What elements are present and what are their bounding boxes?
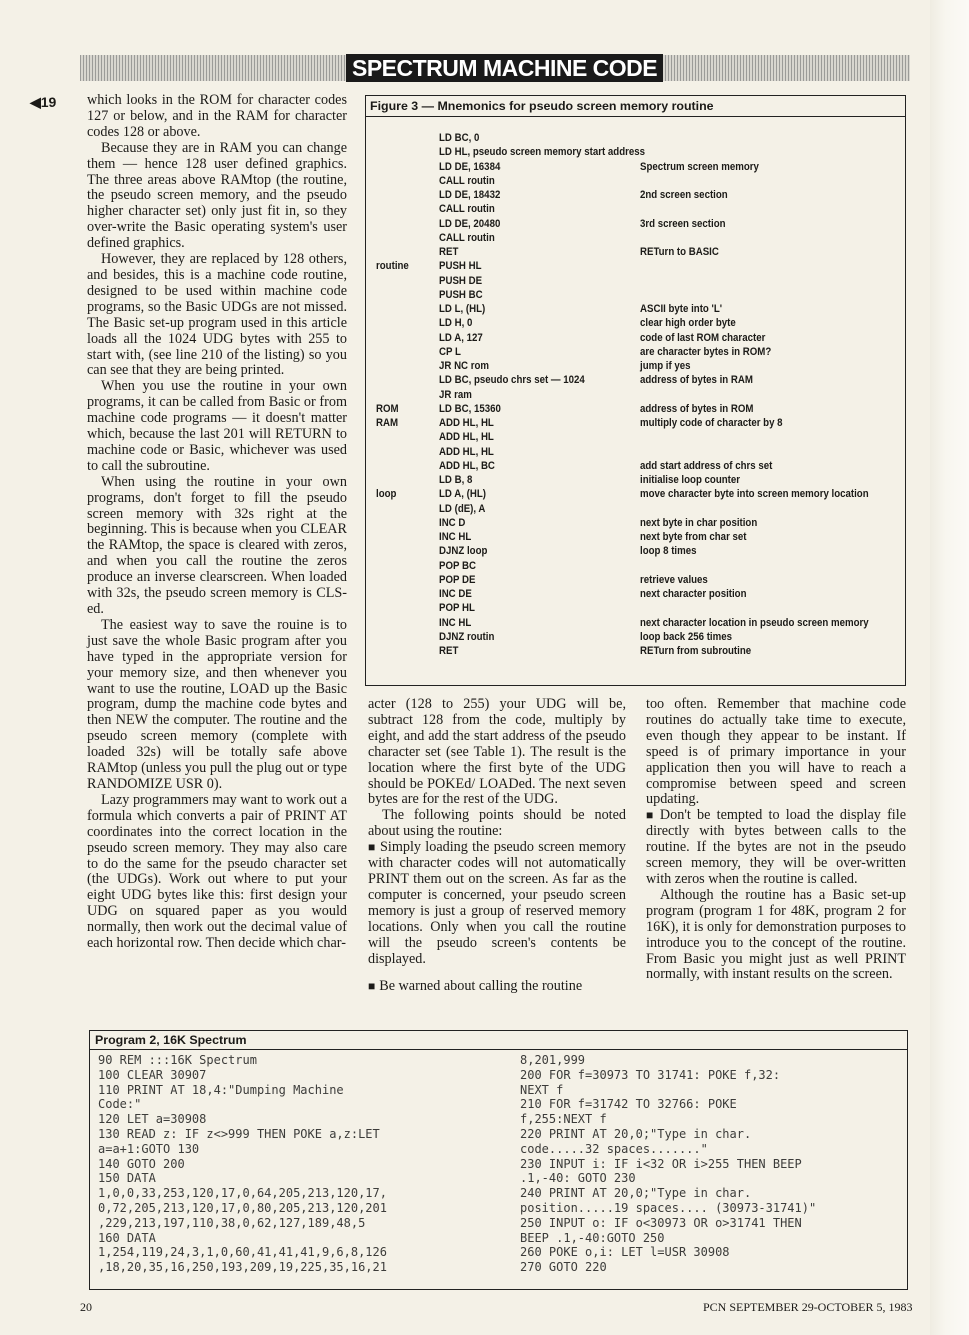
- listing-instruction: LD BC, pseudo chrs set — 1024: [439, 374, 585, 387]
- listing-instruction: LD DE, 16384: [439, 160, 501, 173]
- listing-instruction: ADD HL, BC: [439, 459, 495, 472]
- program-listing-right: [520, 1053, 816, 1275]
- listing-instruction: INC HL: [439, 531, 472, 543]
- code-line: 1,254,119,24,3,1,0,60,41,41,41,9,6,8,126: [98, 1245, 387, 1260]
- code-line: NEXT f: [520, 1082, 564, 1097]
- paragraph-text: too often. Remember that machine code routines do actually take time to execute, even though they appear to be instant. If speed is of primary importance in your application then you will have to reach a compromise between speed and screen updating.: [646, 696, 906, 808]
- listing-comment: 3rd screen section: [640, 217, 726, 230]
- listing-instruction: LD HL, pseudo screen memory start address: [439, 146, 646, 159]
- code-line: position.....19 spaces.... (30973-31741)": [520, 1200, 817, 1215]
- code-line: 90 REM :::16K Spectrum: [98, 1053, 257, 1067]
- paragraph: [646, 808, 906, 888]
- code-line: .1,-40: GOTO 230: [520, 1171, 636, 1186]
- section-title: SPECTRUM MACHINE CODE: [346, 54, 663, 82]
- code-line: 120 LET a=30908: [98, 1112, 207, 1127]
- paragraph-text: When using the routine in your own programs, don't forget to fill the pseudo screen memory with 32s right at the beginning. This is because when you CLEAR the RAMtop, the space is cleared with zeros, and when you call the routine the zeros produce an inverse clearscreen. When loaded with 32s, the pseudo screen memory is CLS-ed.: [87, 473, 347, 617]
- code-line: code.....32 spaces.......": [520, 1141, 708, 1156]
- listing-label: RAM: [376, 417, 399, 429]
- listing-comment: retrieve values: [640, 573, 708, 586]
- adjacent-page-edge: [930, 0, 969, 1335]
- listing-comment: add start address of chrs set: [640, 459, 773, 472]
- listing-label: loop: [376, 488, 397, 501]
- code-line: Code:": [98, 1097, 142, 1112]
- publication-footer: PCN SEPTEMBER 29-OCTOBER 5, 1983: [703, 1300, 913, 1314]
- listing-instruction: LD BC, 0: [439, 132, 480, 144]
- listing-instruction: JR ram: [439, 388, 472, 401]
- listing-instruction: RET: [439, 246, 459, 258]
- listing-instruction: ADD HL, HL: [439, 417, 494, 429]
- listing-comment: Spectrum screen memory: [640, 160, 759, 173]
- listing-instruction: DJNZ loop: [439, 545, 488, 558]
- code-line: a=a+1:GOTO 130: [98, 1141, 200, 1156]
- code-line: 150 DATA: [98, 1171, 156, 1186]
- figure-3-title: Figure 3 — Mnemonics for pseudo screen memory routine: [366, 96, 905, 117]
- listing-instruction: LD B, 8: [439, 474, 473, 486]
- code-line: 1,0,0,33,253,120,17,0,64,205,213,120,17,: [98, 1186, 387, 1201]
- paragraph-text: Lazy programmers may want to work out a formula which converts a pair of PRINT AT coordinates into the correct location in the pseudo screen memory. They may also care to do the same for the pseudo character set (the UDGs). Work out where to put your eight UDG bytes like this: first design your UDG on squared paper as you would normally, then work out the decimal value of each horizontal row. Then decide which char-: [87, 791, 347, 952]
- listing-instruction: CALL routin: [439, 174, 495, 187]
- code-line: ,18,20,35,16,250,193,209,19,225,35,16,21: [98, 1260, 387, 1275]
- paragraph-text: acter (128 to 255) your UDG will be, subtract 128 from the code, multiply by eight, and add the start address of the pseudo character set (see Table 1). The result is the location where the first byte of the UDG should be POKEd/ LOADed. The next seven bytes are for the rest of the UDG.: [368, 696, 626, 808]
- paragraph: [368, 979, 626, 995]
- listing-comment: address of bytes in ROM: [640, 402, 754, 415]
- code-line: ,229,213,197,110,38,0,62,127,189,48,5: [98, 1215, 366, 1230]
- code-line: 0,72,205,213,120,17,0,80,205,213,120,201: [98, 1200, 387, 1215]
- listing-comment: address of bytes in RAM: [640, 374, 753, 387]
- listing-comment: next character position: [640, 588, 747, 600]
- listing-comment: RETurn from subroutine: [640, 645, 752, 657]
- article-column-1: [87, 93, 347, 952]
- listing-instruction: POP HL: [439, 602, 475, 615]
- article-column-2: [368, 697, 626, 995]
- bullet-square-icon: ■: [368, 840, 376, 855]
- paragraph-text: which looks in the ROM for character codes 127 or below, and in the RAM for character codes 128 or above.: [87, 92, 347, 140]
- paragraph-text: The following points should be noted about using the routine:: [368, 807, 626, 840]
- listing-instruction: ADD HL, HL: [439, 445, 494, 458]
- code-line: 100 CLEAR 30907: [98, 1067, 207, 1082]
- listing-comment: next byte in char position: [640, 516, 758, 529]
- paragraph-text: Simply loading the pseudo screen memory with character codes will not automatically PRINT them out on the screen. As far as the computer is concerned, your pseudo screen memory is just a group of reserved memory locations. Only when you call the routine will the pseudo screen's contents be displayed.: [368, 839, 627, 967]
- code-line: 110 PRINT AT 18,4:"Dumping Machine: [98, 1082, 344, 1097]
- listing-instruction: LD L, (HL): [439, 303, 486, 315]
- listing-label: routine: [376, 260, 409, 273]
- listing-instruction: LD DE, 20480: [439, 217, 501, 230]
- listing-instruction: PUSH HL: [439, 260, 482, 273]
- paragraph-text: When you use the routine in your own programs, it can be called from Basic or from machine code programs — it doesn't matter which, because the last 201 will RETURN to machine code or Basic, whichever was used to call the subroutine.: [87, 378, 347, 474]
- listing-comment: code of last ROM character: [640, 331, 766, 344]
- paragraph-text: The easiest way to save the rouine is to just save the whole Basic program after you have typed in the appropriate version for your memory size, and then whenever you want to use the routine, LOAD up the Basic program, dump the machine code bytes and then NEW the computer. The routine and the pseudo screen memory (complete with loaded 32s) will be totally safe above RAMtop (unless you pull the plug out or type RANDOMIZE USR 0).: [87, 616, 347, 792]
- program-2-box: [89, 1030, 908, 1290]
- paragraph: [87, 618, 347, 793]
- listing-instruction: INC DE: [439, 588, 472, 600]
- listing-comment: next character location in pseudo screen memory: [640, 616, 869, 629]
- listing-comment: initialise loop counter: [640, 474, 741, 486]
- listing-comment: move character byte into screen memory location: [640, 488, 869, 501]
- paragraph-text: Don't be tempted to load the display file directly with bytes between calls to the routine. If the bytes are not in the pseudo screen memory, they will be over-written with zeros when the routine is called.: [646, 807, 906, 887]
- listing-instruction: JR NC rom: [439, 360, 490, 372]
- paragraph: [87, 252, 347, 379]
- code-line: f,255:NEXT f: [520, 1112, 607, 1127]
- paragraph-text: However, they are replaced by 128 others, and besides, this is a machine code routine, designed to be used within machine code programs, so the Basic UDGs are not missed. The Basic set-up program used in this article loads all the 1024 UDG bytes with 255 to start with, (see line 210 of the listing) so you can see that they are being printed.: [87, 251, 347, 379]
- code-line: 130 READ z: IF z<>999 THEN POKE a,z:LET: [98, 1126, 380, 1141]
- paragraph: [368, 808, 626, 840]
- program-listing-left: [98, 1053, 387, 1275]
- listing-instruction: INC D: [439, 516, 466, 529]
- listing-comment: RETurn to BASIC: [640, 246, 719, 258]
- listing-instruction: CP L: [439, 345, 461, 358]
- continued-from-marker: ◀19: [30, 94, 57, 110]
- paragraph: [87, 141, 347, 252]
- listing-comment: ASCII byte into 'L': [640, 303, 723, 315]
- code-line: BEEP .1,-40:GOTO 250: [520, 1230, 665, 1245]
- bullet-square-icon: ■: [368, 979, 376, 994]
- code-line: 210 FOR f=31742 TO 32766: POKE: [520, 1097, 737, 1112]
- paragraph: [87, 475, 347, 618]
- listing-instruction: ADD HL, HL: [439, 431, 494, 444]
- paragraph-text: Because they are in RAM you can change them — hence 128 user defined graphics. The three areas above RAMtop (the routine, the pseudo screen memory, and the pseudo higher character set) only just fit in, so they over-write the Basic operating system's user defined graphics.: [87, 139, 347, 252]
- listing-comment: jump if yes: [640, 360, 691, 372]
- paragraph: [646, 697, 906, 808]
- listing-instruction: LD BC, 15360: [439, 402, 501, 415]
- listing-comment: next byte from char set: [640, 531, 747, 543]
- article-column-3: [646, 697, 906, 983]
- listing-comment: multiply code of character by 8: [640, 417, 783, 429]
- paragraph: [87, 793, 347, 952]
- code-line: 160 DATA: [98, 1230, 156, 1245]
- code-line: 8,201,999: [520, 1053, 586, 1067]
- listing-comment: loop 8 times: [640, 545, 697, 558]
- listing-instruction: INC HL: [439, 616, 472, 629]
- paragraph: [87, 379, 347, 474]
- code-line: 250 INPUT o: IF o<30973 OR o>31741 THEN: [520, 1215, 802, 1230]
- listing-instruction: LD H, 0: [439, 317, 473, 330]
- listing-instruction: LD A, (HL): [439, 488, 486, 501]
- code-line: 270 GOTO 220: [520, 1260, 607, 1275]
- listing-instruction: CALL routin: [439, 203, 495, 216]
- listing-comment: loop back 256 times: [640, 630, 733, 643]
- code-line: 140 GOTO 200: [98, 1156, 185, 1171]
- code-line: 230 INPUT i: IF i<32 OR i>255 THEN BEEP: [520, 1156, 802, 1171]
- paragraph: [368, 840, 626, 967]
- listing-instruction: PUSH BC: [439, 288, 483, 301]
- listing-label: ROM: [376, 402, 399, 415]
- paragraph: [646, 888, 906, 983]
- paragraph-text: Although the routine has a Basic set-up program (program 1 for 48K, program 2 for 16K), it is only for demonstration purposes to introduce you to the concept of the routine. From Basic you might just as well PRINT normally, with instant results on the screen.: [646, 886, 906, 983]
- listing-instruction: CALL routin: [439, 231, 495, 244]
- figure-3-box: [365, 95, 906, 686]
- code-line: 200 FOR f=30973 TO 31741: POKE f,32:: [520, 1067, 781, 1082]
- program-2-title: Program 2, 16K Spectrum: [90, 1031, 907, 1050]
- listing-instruction: POP BC: [439, 559, 476, 572]
- page-number: 20: [80, 1300, 92, 1314]
- listing-instruction: POP DE: [439, 573, 476, 586]
- code-line: 240 PRINT AT 20,0;"Type in char.: [520, 1186, 752, 1201]
- paragraph-text: Be warned about calling the routine: [379, 978, 583, 995]
- paragraph: [87, 93, 347, 141]
- paragraph: [368, 697, 626, 808]
- code-line: 220 PRINT AT 20,0;"Type in char.: [520, 1126, 752, 1141]
- listing-instruction: LD A, 127: [439, 331, 483, 344]
- listing-instruction: DJNZ routin: [439, 630, 495, 643]
- bullet-square-icon: ■: [646, 808, 656, 823]
- listing-comment: clear high order byte: [640, 317, 736, 330]
- listing-comment: 2nd screen section: [640, 189, 728, 201]
- listing-comment: are character bytes in ROM?: [640, 345, 772, 358]
- code-line: 260 POKE o,i: LET l=USR 30908: [520, 1245, 730, 1260]
- listing-instruction: RET: [439, 645, 459, 657]
- listing-instruction: LD DE, 18432: [439, 189, 501, 201]
- listing-instruction: LD (dE), A: [439, 502, 486, 515]
- listing-instruction: PUSH DE: [439, 274, 483, 287]
